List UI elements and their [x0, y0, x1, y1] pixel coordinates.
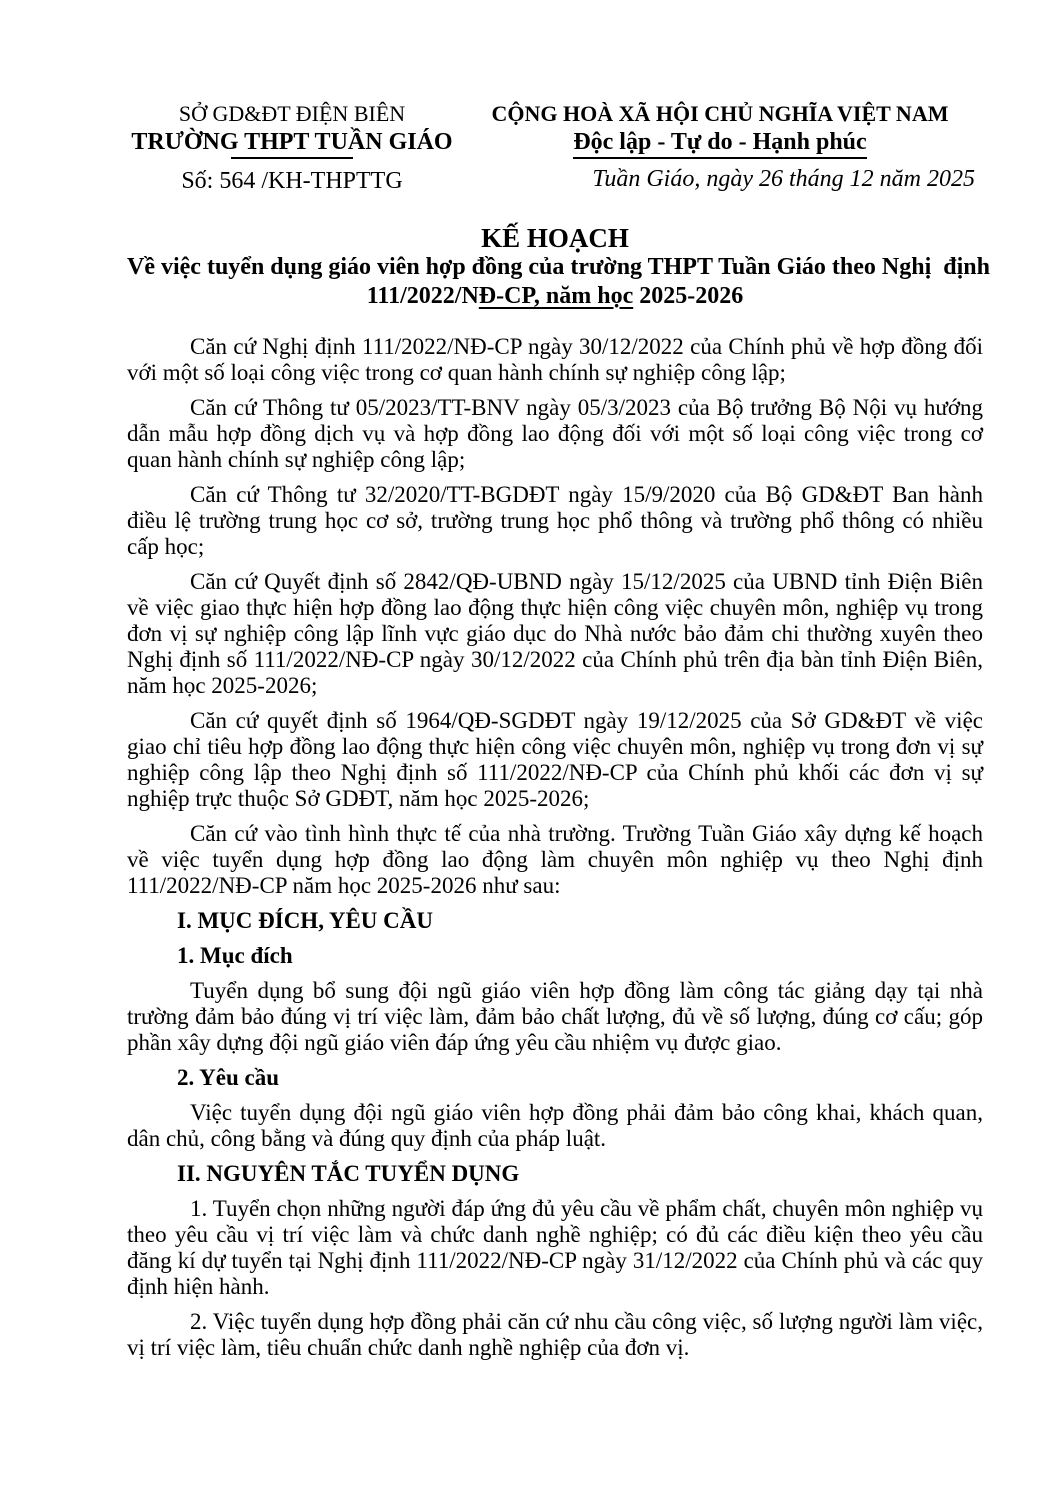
paragraph: Tuyển dụng bổ sung đội ngũ giáo viên hợp đồng làm công tác giảng dạy tại nhà trường đảm bảo đúng vị trí việc làm, đảm bảo chất lượng, đủ về số lượng, đúng cơ cấu; góp phần xây dựng đội ngũ giáo viên đáp ứng yêu cầu nhiệm vụ được giao. [127, 978, 983, 1055]
subtitle-segment: 2025-2026 [633, 283, 744, 309]
paragraph: Căn cứ vào tình hình thực tế của nhà trường. Trường Tuần Giáo xây dựng kế hoạch về việc tuyển dụng hợp đồng lao động làm chuyên môn nghiệp vụ theo Nghị định 111/2022/NĐ-CP năm học 2025-2026 như sau: [127, 821, 983, 898]
document-subtitle-line1: Về việc tuyển dụng giáo viên hợp đồng của trường THPT Tuần Giáo theo Nghị định [127, 254, 990, 280]
org-school-name: TRƯỜNG THPT TUẦN GIÁO [131, 129, 453, 155]
document-number: Số: 564 /KH-THPTTG [181, 168, 403, 194]
motto-text: Độc lập - Tự do - Hạnh phúc [573, 128, 866, 159]
paragraph: Căn cứ Thông tư 05/2023/TT-BNV ngày 05/3/2023 của Bộ trưởng Bộ Nội vụ hướng dẫn mẫu hợp đồng dịch vụ và hợp đồng lao động đối với một số loại công việc trong cơ quan hành chính sự nghiệp công lập; [127, 395, 983, 472]
document-header [127, 100, 983, 195]
country-title: CỘNG HOÀ XÃ HỘI CHỦ NGHĨA VIỆT NAM [491, 101, 949, 126]
paragraph: 1. Tuyển chọn những người đáp ứng đủ yêu cầu về phẩm chất, chuyên môn nghiệp vụ theo yêu cầu vị trí việc làm và chức danh nghề nghiệp; có đủ các điều kiện theo yêu cầu đăng kí dự tuyển tại Nghị định 111/2022/NĐ-CP ngày 31/12/2022 của Chính phủ và các quy định hiện hành. [127, 1196, 983, 1299]
document-title: KẾ HOẠCH [481, 223, 629, 253]
section-heading: I. MỤC ĐÍCH, YÊU CẦU [177, 908, 433, 933]
section-heading: 1. Mục đích [177, 943, 293, 968]
paragraph: Căn cứ Quyết định số 2842/QĐ-UBND ngày 15/12/2025 của UBND tỉnh Điện Biên về việc giao thực hiện hợp đồng lao động thực hiện công việc chuyên môn, nghiệp vụ trong đơn vị sự nghiệp công lập lĩnh vực giáo dục do Nhà nước bảo đảm chi thường xuyên theo Nghị định số 111/2022/NĐ-CP ngày 30/12/2022 của Chính phủ trên địa bàn tỉnh Điện Biên, năm học 2025-2026; [127, 569, 983, 698]
national-header-block [457, 100, 983, 193]
paragraph: Căn cứ Thông tư 32/2020/TT-BGDĐT ngày 15/9/2020 của Bộ GD&ĐT Ban hành điều lệ trường trung học cơ sở, trường trung học phổ thông và trường phổ thông có nhiều cấp học; [127, 482, 983, 559]
paragraph: Căn cứ Nghị định 111/2022/NĐ-CP ngày 30/12/2022 của Chính phủ về hợp đồng đối với một số loại công việc trong cơ quan hành chính sự nghiệp công lập; [127, 334, 983, 385]
paragraph: Căn cứ quyết định số 1964/QĐ-SGDĐT ngày 19/12/2025 của Sở GD&ĐT về việc giao chỉ tiêu hợp đồng lao động thực hiện công việc chuyên môn, nghiệp vụ trong đơn vị sự nghiệp công lập theo Nghị định số 111/2022/NĐ-CP của Chính phủ khối các đơn vị sự nghiệp trực thuộc Sở GDĐT, năm học 2025-2026; [127, 708, 983, 811]
document-body [127, 334, 983, 1361]
national-motto [457, 128, 983, 159]
paragraph: 2. Việc tuyển dụng hợp đồng phải căn cứ nhu cầu công việc, số lượng người làm việc, vị trí việc làm, tiêu chuẩn chức danh nghề nghiệp của đơn vị. [127, 1309, 983, 1360]
document-subtitle-line2 [127, 282, 983, 311]
paragraph: Việc tuyển dụng đội ngũ giáo viên hợp đồng phải đảm bảo công khai, khách quan, dân chủ, công bằng và đúng quy định của pháp luật. [127, 1100, 983, 1151]
issuing-org-block [127, 100, 457, 195]
section-heading: 2. Yêu cầu [177, 1065, 280, 1090]
place-date-line: Tuần Giáo, ngày 26 tháng 12 năm 2025 [592, 166, 975, 192]
org-parent-name: SỞ GD&ĐT ĐIỆN BIÊN [178, 101, 406, 126]
document-title-block [127, 223, 990, 311]
subtitle-underlined-segment: Đ-CP, năm học [478, 283, 634, 309]
subtitle-segment: 111/2022/N [366, 283, 479, 309]
org-underline-rule [231, 157, 353, 159]
section-heading: II. NGUYÊN TẮC TUYỂN DỤNG [177, 1161, 520, 1186]
